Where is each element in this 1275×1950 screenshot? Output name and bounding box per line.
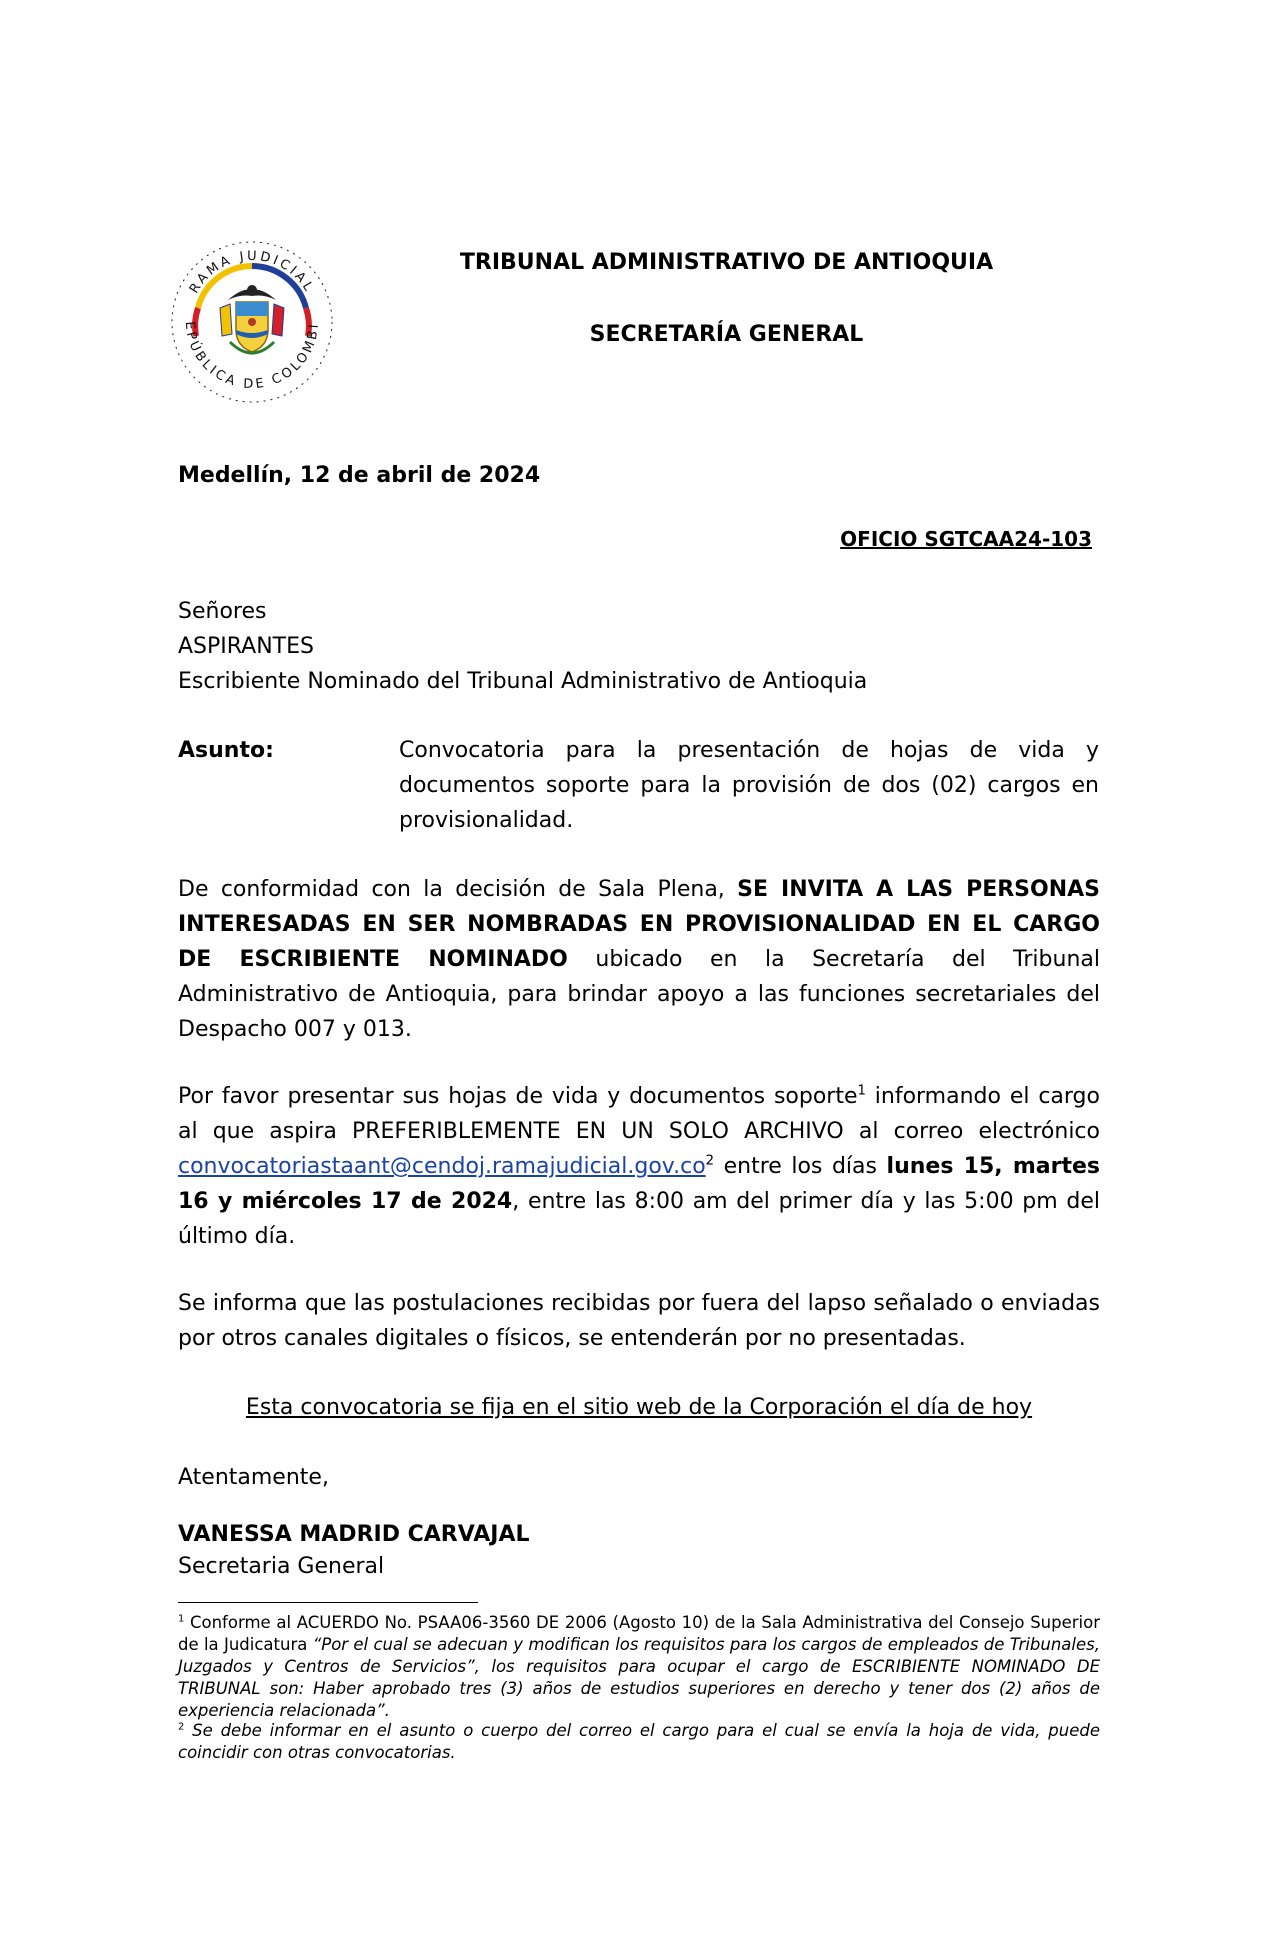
invitation-bold: SE INVITA A LAS PERSONAS INTERESADAS EN SER NOMBRADAS EN PROVISIONALIDAD EN EL CARGO DE ESCRIBIENTE NOMINADO — [178, 877, 1100, 972]
signer-name: VANESSA MADRID CARVAJAL — [178, 1522, 530, 1547]
footnote-ref-2: 2 — [705, 1153, 715, 1169]
instructions-part3: entre los días — [714, 1154, 887, 1179]
recipient-position: Escribiente Nominado del Tribunal Administrativo de Antioquia — [178, 669, 868, 694]
institution-title: TRIBUNAL ADMINISTRATIVO DE ANTIOQUIA — [459, 250, 994, 275]
office-title: SECRETARÍA GENERAL — [589, 322, 864, 347]
footnote-2-text: Se debe informar en el asunto o cuerpo del correo el cargo para el cual se envía la hoja de vida, puede coincidir con otras convocatorias. — [178, 1721, 1100, 1762]
recipient-block — [178, 594, 867, 699]
svg-text:REPÚBLICA DE COLOMBIA: EPÚBLICA DE COLOMBI — [181, 320, 323, 393]
instructions-part2: informando el cargo al que aspira PREFERIBLEMENTE EN UN SOLO ARCHIVO al correo electrónico — [178, 1084, 1100, 1144]
closing: Atentamente, — [178, 1465, 329, 1490]
footnote-1-mark: 1 — [178, 1613, 185, 1625]
footnote-divider — [178, 1602, 478, 1603]
instructions-part1: Por favor presentar sus hojas de vida y documentos soporte — [178, 1084, 858, 1109]
instructions-part4: , entre las 8:00 am del primer día y las 5:00 pm del último día. — [178, 1189, 1100, 1249]
email-link[interactable]: convocatoriastaant@cendoj.ramajudicial.gov.co — [178, 1154, 706, 1179]
footnote-2-mark: 2 — [178, 1721, 185, 1733]
recipient-group: ASPIRANTES — [178, 634, 314, 659]
oficio-number: OFICIO SGTCAA24-103 — [840, 527, 1092, 551]
footnote-1-quote: “Por el cual se adecuan y modifican los requisitos para los cargos de empleados de Tribunales, Juzgados y Centros de Servicios”, los requisitos para ocupar el cargo de ESCRIBIENTE NOMINADO DE TRIBUNAL son: Haber aprobado tres (3) años de estudios superiores en derecho y tener dos (2) años de experiencia relacionada”. — [178, 1635, 1100, 1720]
invitation-paragraph — [178, 872, 1100, 1047]
footnote-1-text: Conforme al ACUERDO No. PSAA06-3560 DE 2006 (Agosto 10) de la Sala Administrativa del Consejo Superior de la Judicatura — [178, 1613, 1100, 1654]
date-line: Medellín, 12 de abril de 2024 — [178, 463, 541, 488]
application-dates: lunes 15, martes 16 y miércoles 17 de 2024 — [178, 1154, 1101, 1214]
seal-emblem-icon — [168, 238, 336, 406]
instructions-paragraph — [178, 1079, 1100, 1254]
rama-judicial-seal — [168, 238, 336, 406]
svg-text:RAMA JUDICIAL: RAMA JUDICIAL — [186, 248, 318, 297]
invitation-lead: De conformidad con la decisión de Sala Plena, — [178, 877, 738, 902]
footnote-ref-1: 1 — [857, 1083, 866, 1099]
posting-note: Esta convocatoria se fija en el sitio web de la Corporación el día de hoy — [245, 1395, 1033, 1420]
recipient-salutation: Señores — [178, 599, 267, 624]
subject-text: Convocatoria para la presentación de hojas de vida y documentos soporte para la provisión de dos (02) cargos en provisionalidad. — [399, 738, 1099, 833]
signer-title: Secretaria General — [178, 1554, 385, 1579]
invitation-tail: ubicado en la Secretaría del Tribunal Administrativo de Antioquia, para brindar apoyo a las funciones secretariales del Despacho 007 y 013. — [178, 947, 1100, 1042]
footnote-2 — [178, 1720, 1100, 1764]
footnote-1 — [178, 1612, 1100, 1722]
notice-paragraph: Se informa que las postulaciones recibidas por fuera del lapso señalado o enviadas por otros canales digitales o físicos, se entenderán por no presentadas. — [178, 1291, 1100, 1351]
subject-label: Asunto: — [178, 738, 274, 763]
